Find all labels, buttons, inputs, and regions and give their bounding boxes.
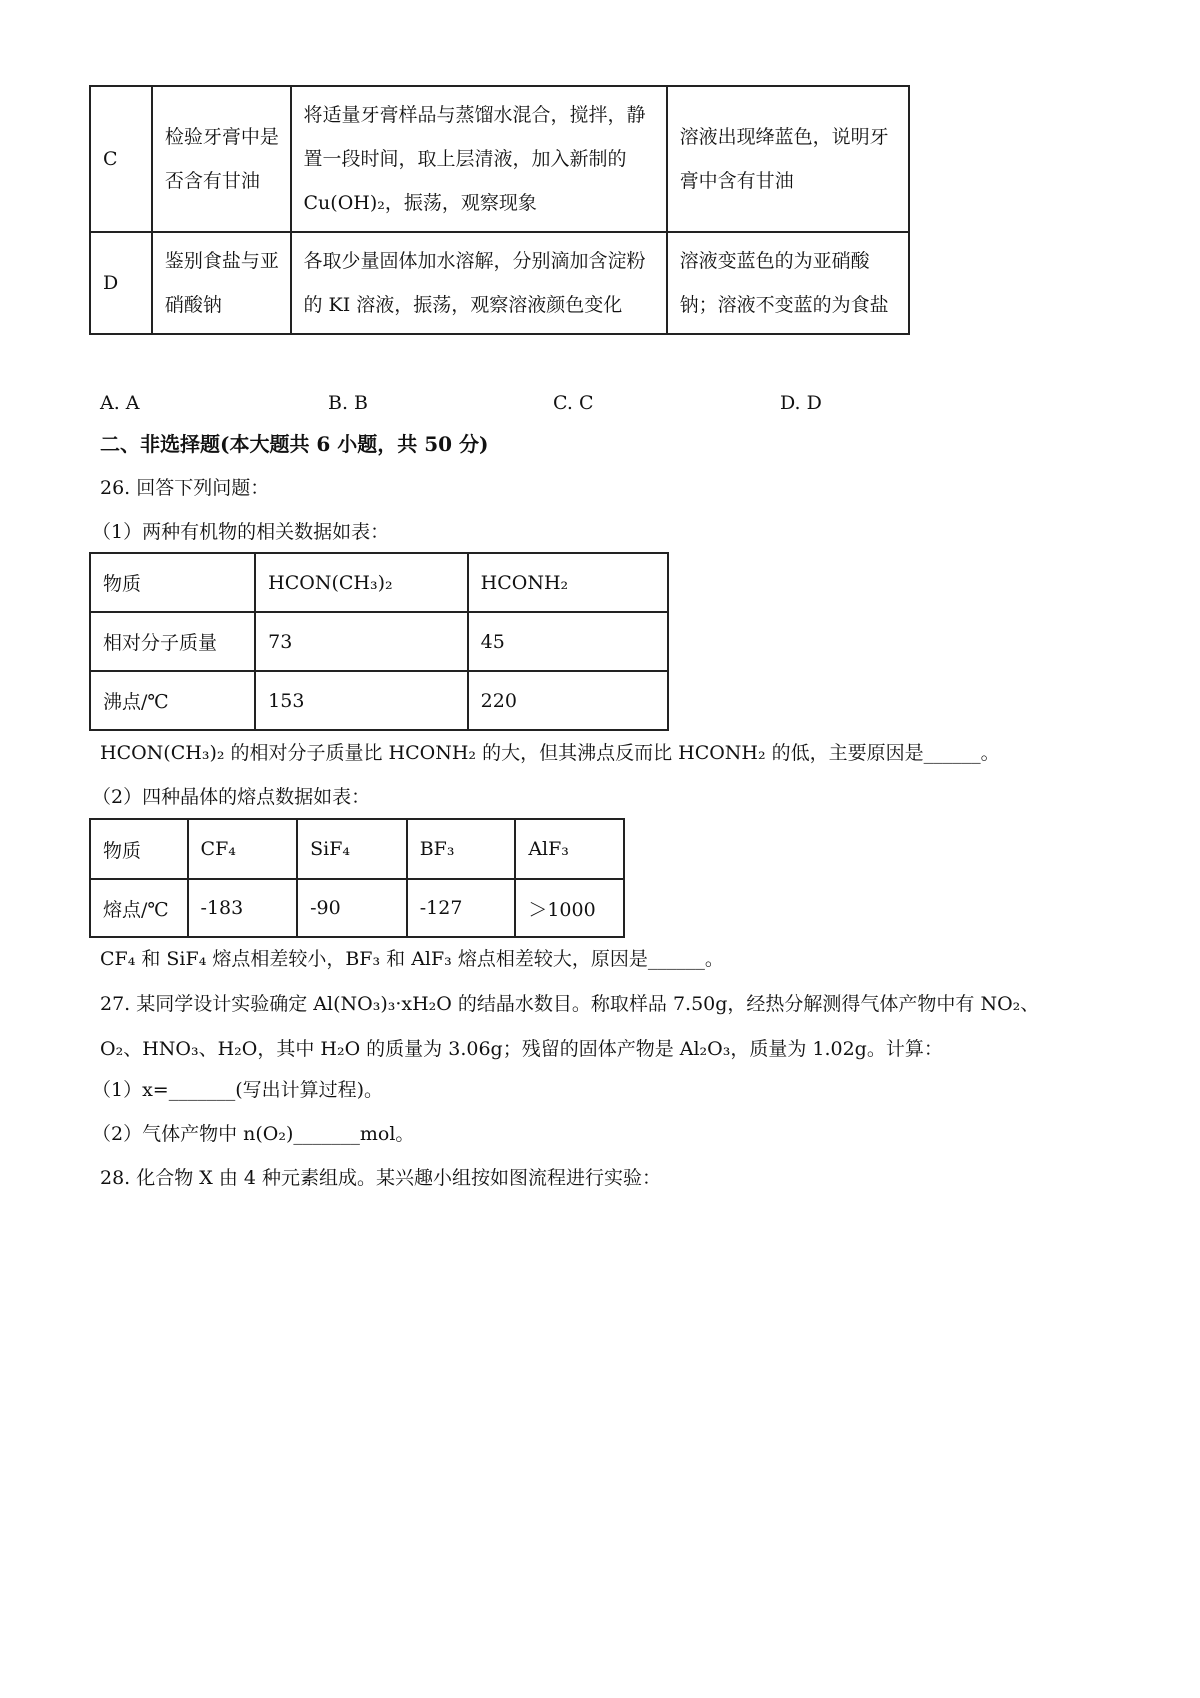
experiment-table <box>89 85 910 335</box>
choice-c[interactable]: C. C <box>553 392 594 414</box>
table-row <box>90 879 624 937</box>
method-line: 将适量牙膏样品与蒸馏水混合，搅拌，静 <box>303 104 646 126</box>
header-cell: HCON(CH₃)₂ <box>255 553 468 612</box>
table-row <box>90 553 668 612</box>
method-cell <box>291 232 667 334</box>
header-cell: 物质 <box>90 553 255 612</box>
table-cell: -90 <box>297 879 407 937</box>
purpose-cell <box>152 86 291 232</box>
q26-title: 26. 回答下列问题： <box>100 477 270 499</box>
q28-line1: 28. 化合物 X 由 4 种元素组成。某兴趣小组按如图流程进行实验： <box>100 1167 662 1189</box>
table-cell: -183 <box>188 879 298 937</box>
purpose-line: 检验牙膏中是 <box>164 126 279 148</box>
table-cell: ＞1000 <box>515 879 624 937</box>
table-row <box>90 819 624 879</box>
purpose-line: 鉴别食盐与亚 <box>164 250 279 272</box>
q26-part1: （1）两种有机物的相关数据如表： <box>92 521 390 543</box>
method-cell <box>291 86 667 232</box>
table-cell: 相对分子质量 <box>90 612 255 671</box>
header-cell: AlF₃ <box>515 819 624 879</box>
choice-d[interactable]: D. D <box>780 392 822 414</box>
table-row <box>90 612 668 671</box>
table-row <box>90 86 909 232</box>
conclusion-line: 钠；溶液不变蓝的为食盐 <box>679 294 889 316</box>
table-cell: 沸点/℃ <box>90 671 255 730</box>
table-cell: 73 <box>255 612 468 671</box>
table-cell: 45 <box>468 612 668 671</box>
q26-part2-question: CF₄ 和 SiF₄ 熔点相差较小，BF₃ 和 AlF₃ 熔点相差较大，原因是______。 <box>100 948 724 970</box>
method-line: 各取少量固体加水溶解，分别滴加含淀粉 <box>303 250 646 272</box>
q27-part2: （2）气体产物中 n(O₂)_______mol。 <box>92 1123 415 1145</box>
section-heading: 二、非选择题(本大题共 6 小题，共 50 分) <box>100 432 489 456</box>
conclusion-cell <box>667 232 909 334</box>
table-row <box>90 232 909 334</box>
conclusion-line: 溶液变蓝色的为亚硝酸 <box>679 250 870 272</box>
table-row <box>90 671 668 730</box>
answer-choices <box>100 392 900 416</box>
q26-part1-question: HCON(CH₃)₂ 的相对分子质量比 HCONH₂ 的大，但其沸点反而比 HCONH₂ 的低，主要原因是______。 <box>100 742 1000 764</box>
header-cell: 物质 <box>90 819 188 879</box>
q27-part1: （1）x=_______(写出计算过程)。 <box>92 1079 384 1101</box>
option-cell: D <box>90 232 152 334</box>
table-cell: -127 <box>407 879 516 937</box>
method-line: 置一段时间，取上层清液，加入新制的 <box>303 148 627 170</box>
conclusion-line: 溶液出现绛蓝色，说明牙 <box>679 126 889 148</box>
header-cell: BF₃ <box>407 819 516 879</box>
header-cell: HCONH₂ <box>468 553 668 612</box>
conclusion-cell <box>667 86 909 232</box>
q26-part2: （2）四种晶体的熔点数据如表： <box>92 786 371 808</box>
method-line: Cu(OH)₂，振荡，观察现象 <box>303 192 537 214</box>
purpose-cell <box>152 232 291 334</box>
table-cell: 153 <box>255 671 468 730</box>
choice-a[interactable]: A. A <box>100 392 140 414</box>
q27-line1: 27. 某同学设计实验确定 Al(NO₃)₃·xH₂O 的结晶水数目。称取样品 7.50g，经热分解测得气体产物中有 NO₂、 <box>100 993 1040 1015</box>
purpose-line: 硝酸钠 <box>164 294 222 316</box>
purpose-line: 否含有甘油 <box>164 170 260 192</box>
melting-point-table <box>89 818 625 938</box>
option-cell: C <box>90 86 152 232</box>
table-cell: 熔点/℃ <box>90 879 188 937</box>
table-cell: 220 <box>468 671 668 730</box>
choice-b[interactable]: B. B <box>328 392 369 414</box>
header-cell: CF₄ <box>188 819 298 879</box>
method-line: 的 KI 溶液，振荡，观察溶液颜色变化 <box>303 294 623 316</box>
conclusion-line: 膏中含有甘油 <box>679 170 794 192</box>
q27-line2: O₂、HNO₃、H₂O，其中 H₂O 的质量为 3.06g；残留的固体产物是 Al₂O₃，质量为 1.02g。计算： <box>100 1038 943 1060</box>
organic-data-table <box>89 552 669 731</box>
header-cell: SiF₄ <box>297 819 407 879</box>
